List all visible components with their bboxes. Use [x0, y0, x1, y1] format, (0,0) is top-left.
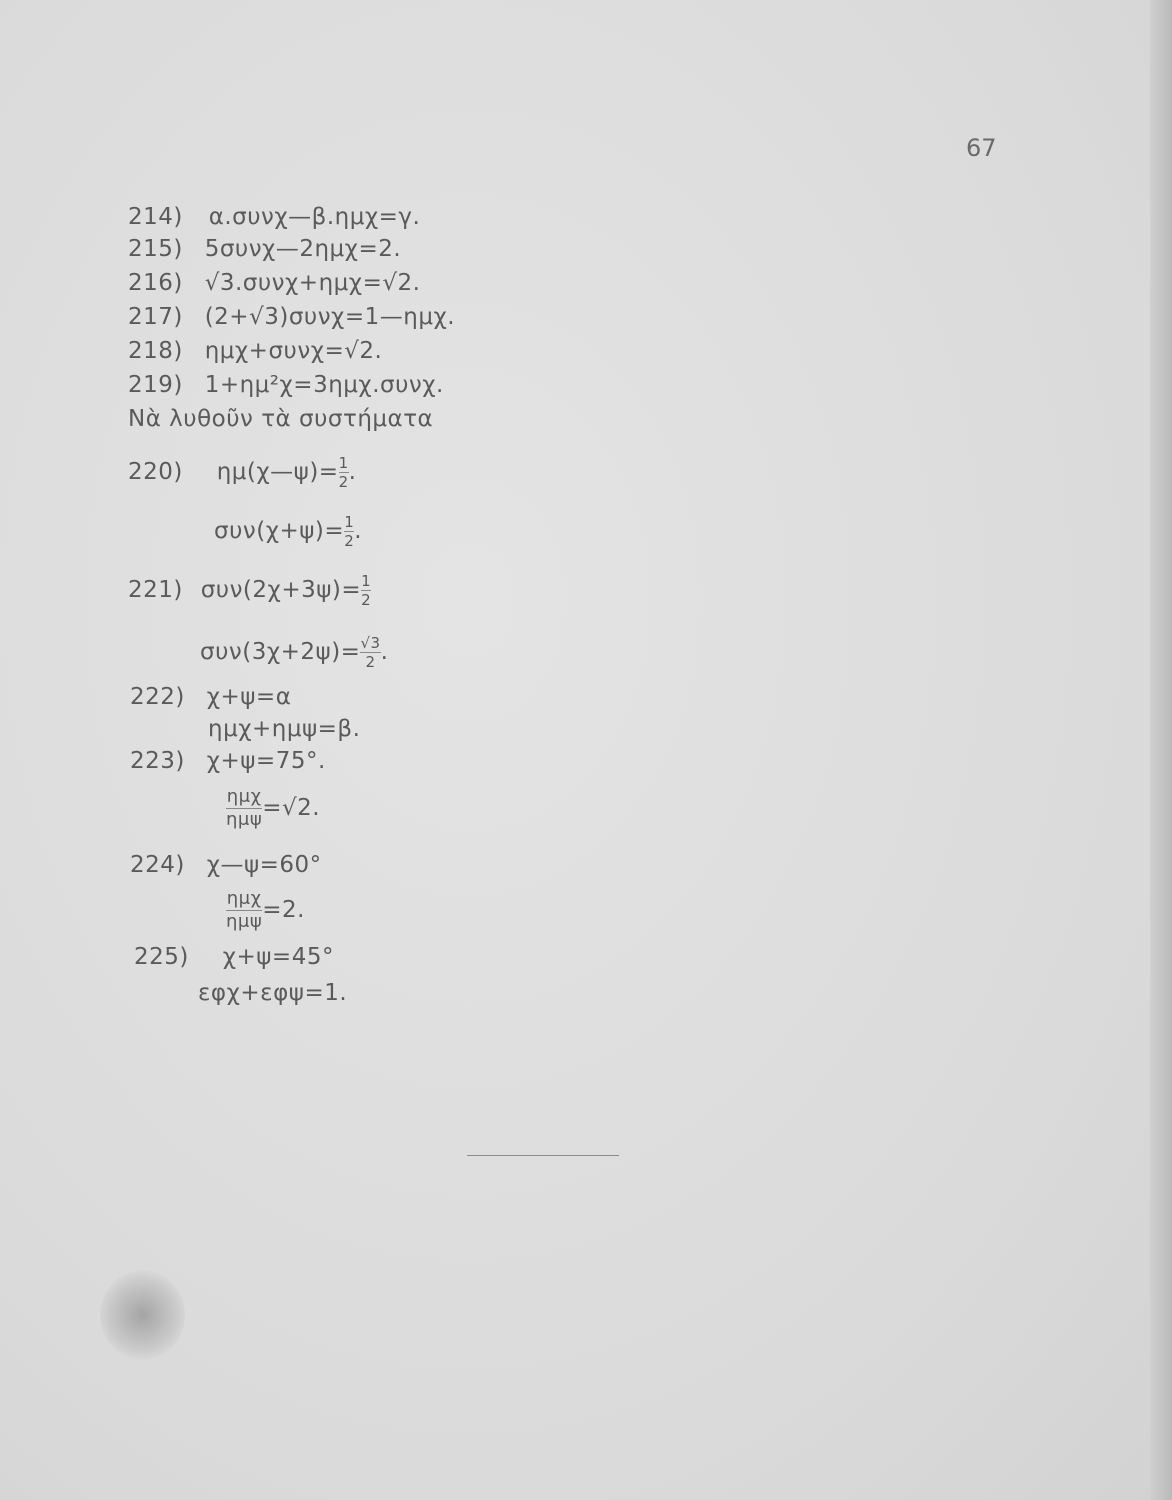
exercise-equation: ημχ+συνχ=√2. — [204, 338, 383, 364]
exercise-225-eq1 — [134, 944, 334, 970]
exercise-label: 218) — [128, 338, 183, 364]
equation: χ+ψ=α — [206, 684, 292, 710]
denominator: ημψ — [226, 809, 263, 830]
exercise-214 — [128, 204, 420, 230]
fraction — [226, 786, 262, 831]
fraction — [344, 513, 354, 550]
exercise-label: 225) — [134, 944, 189, 970]
numerator: ημχ — [226, 888, 262, 909]
exercise-label: 219) — [128, 372, 183, 398]
equation: ημ(χ—ψ)= — [216, 459, 339, 485]
exercise-label: 220) — [128, 459, 183, 485]
exercise-222-eq1 — [130, 684, 291, 710]
equation: χ+ψ=75°. — [206, 748, 326, 774]
equation: χ+ψ=45° — [222, 944, 334, 970]
equation: συν(2χ+3ψ)= — [200, 577, 362, 603]
equation-rhs: =2. — [262, 897, 305, 923]
punct: . — [354, 518, 363, 544]
punct: . — [380, 639, 389, 665]
numerator: 1 — [338, 454, 349, 472]
exercise-224-eq1 — [130, 852, 322, 878]
exercise-223-eq1 — [130, 748, 326, 774]
exercise-225-eq2: εφχ+εφψ=1. — [198, 980, 348, 1006]
denominator: 2 — [344, 532, 355, 550]
fraction — [360, 634, 380, 671]
exercise-221-eq2 — [200, 634, 388, 671]
fraction — [226, 888, 262, 933]
denominator: 2 — [338, 473, 349, 491]
exercise-224-eq2 — [226, 888, 305, 933]
page-edge — [1150, 0, 1172, 1500]
exercise-218 — [128, 338, 382, 364]
exercise-label: 214) — [128, 204, 183, 230]
numerator: ημχ — [226, 786, 262, 807]
exercise-223-eq2 — [226, 786, 320, 831]
exercise-label: 217) — [128, 304, 183, 330]
equation: συν(χ+ψ)= — [214, 518, 345, 544]
ink-smudge — [100, 1270, 185, 1360]
equation-rhs: =√2. — [262, 795, 321, 821]
fraction — [361, 572, 371, 609]
denominator: 2 — [361, 591, 372, 609]
exercise-220-eq1 — [128, 454, 356, 491]
exercise-label: 221) — [128, 577, 183, 603]
exercise-label: 224) — [130, 852, 185, 878]
denominator: 2 — [360, 652, 380, 671]
exercise-label: 222) — [130, 684, 185, 710]
exercise-222-eq2: ημχ+ημψ=β. — [208, 716, 361, 742]
punct: . — [348, 459, 357, 485]
exercise-equation: (2+√3)συνχ=1—ημχ. — [204, 304, 456, 330]
end-rule — [467, 1155, 619, 1156]
exercise-label: 216) — [128, 270, 183, 296]
exercise-216 — [128, 270, 420, 296]
exercise-217 — [128, 304, 455, 330]
section-heading: Νὰ λυθοῦν τὰ συστήματα — [128, 406, 434, 432]
fraction — [339, 454, 349, 491]
exercise-label: 215) — [128, 236, 183, 262]
exercise-equation: 1+ημ²χ=3ημχ.συνχ. — [204, 372, 444, 398]
exercise-219 — [128, 372, 444, 398]
exercise-220-eq2 — [214, 513, 362, 550]
numerator: 1 — [361, 572, 372, 590]
equation: συν(3χ+2ψ)= — [200, 639, 361, 665]
denominator: ημψ — [226, 911, 263, 932]
exercise-equation: α.συνχ—β.ημχ=γ. — [208, 204, 421, 230]
equation: χ—ψ=60° — [206, 852, 322, 878]
numerator: 1 — [344, 513, 355, 531]
page-number: 67 — [966, 134, 997, 162]
exercise-215 — [128, 236, 401, 262]
numerator: √3 — [360, 634, 381, 652]
exercise-label: 223) — [130, 748, 185, 774]
exercise-equation: √3.συνχ+ημχ=√2. — [204, 270, 421, 296]
exercise-221-eq1 — [128, 572, 371, 609]
exercise-equation: 5συνχ—2ημχ=2. — [204, 236, 402, 262]
